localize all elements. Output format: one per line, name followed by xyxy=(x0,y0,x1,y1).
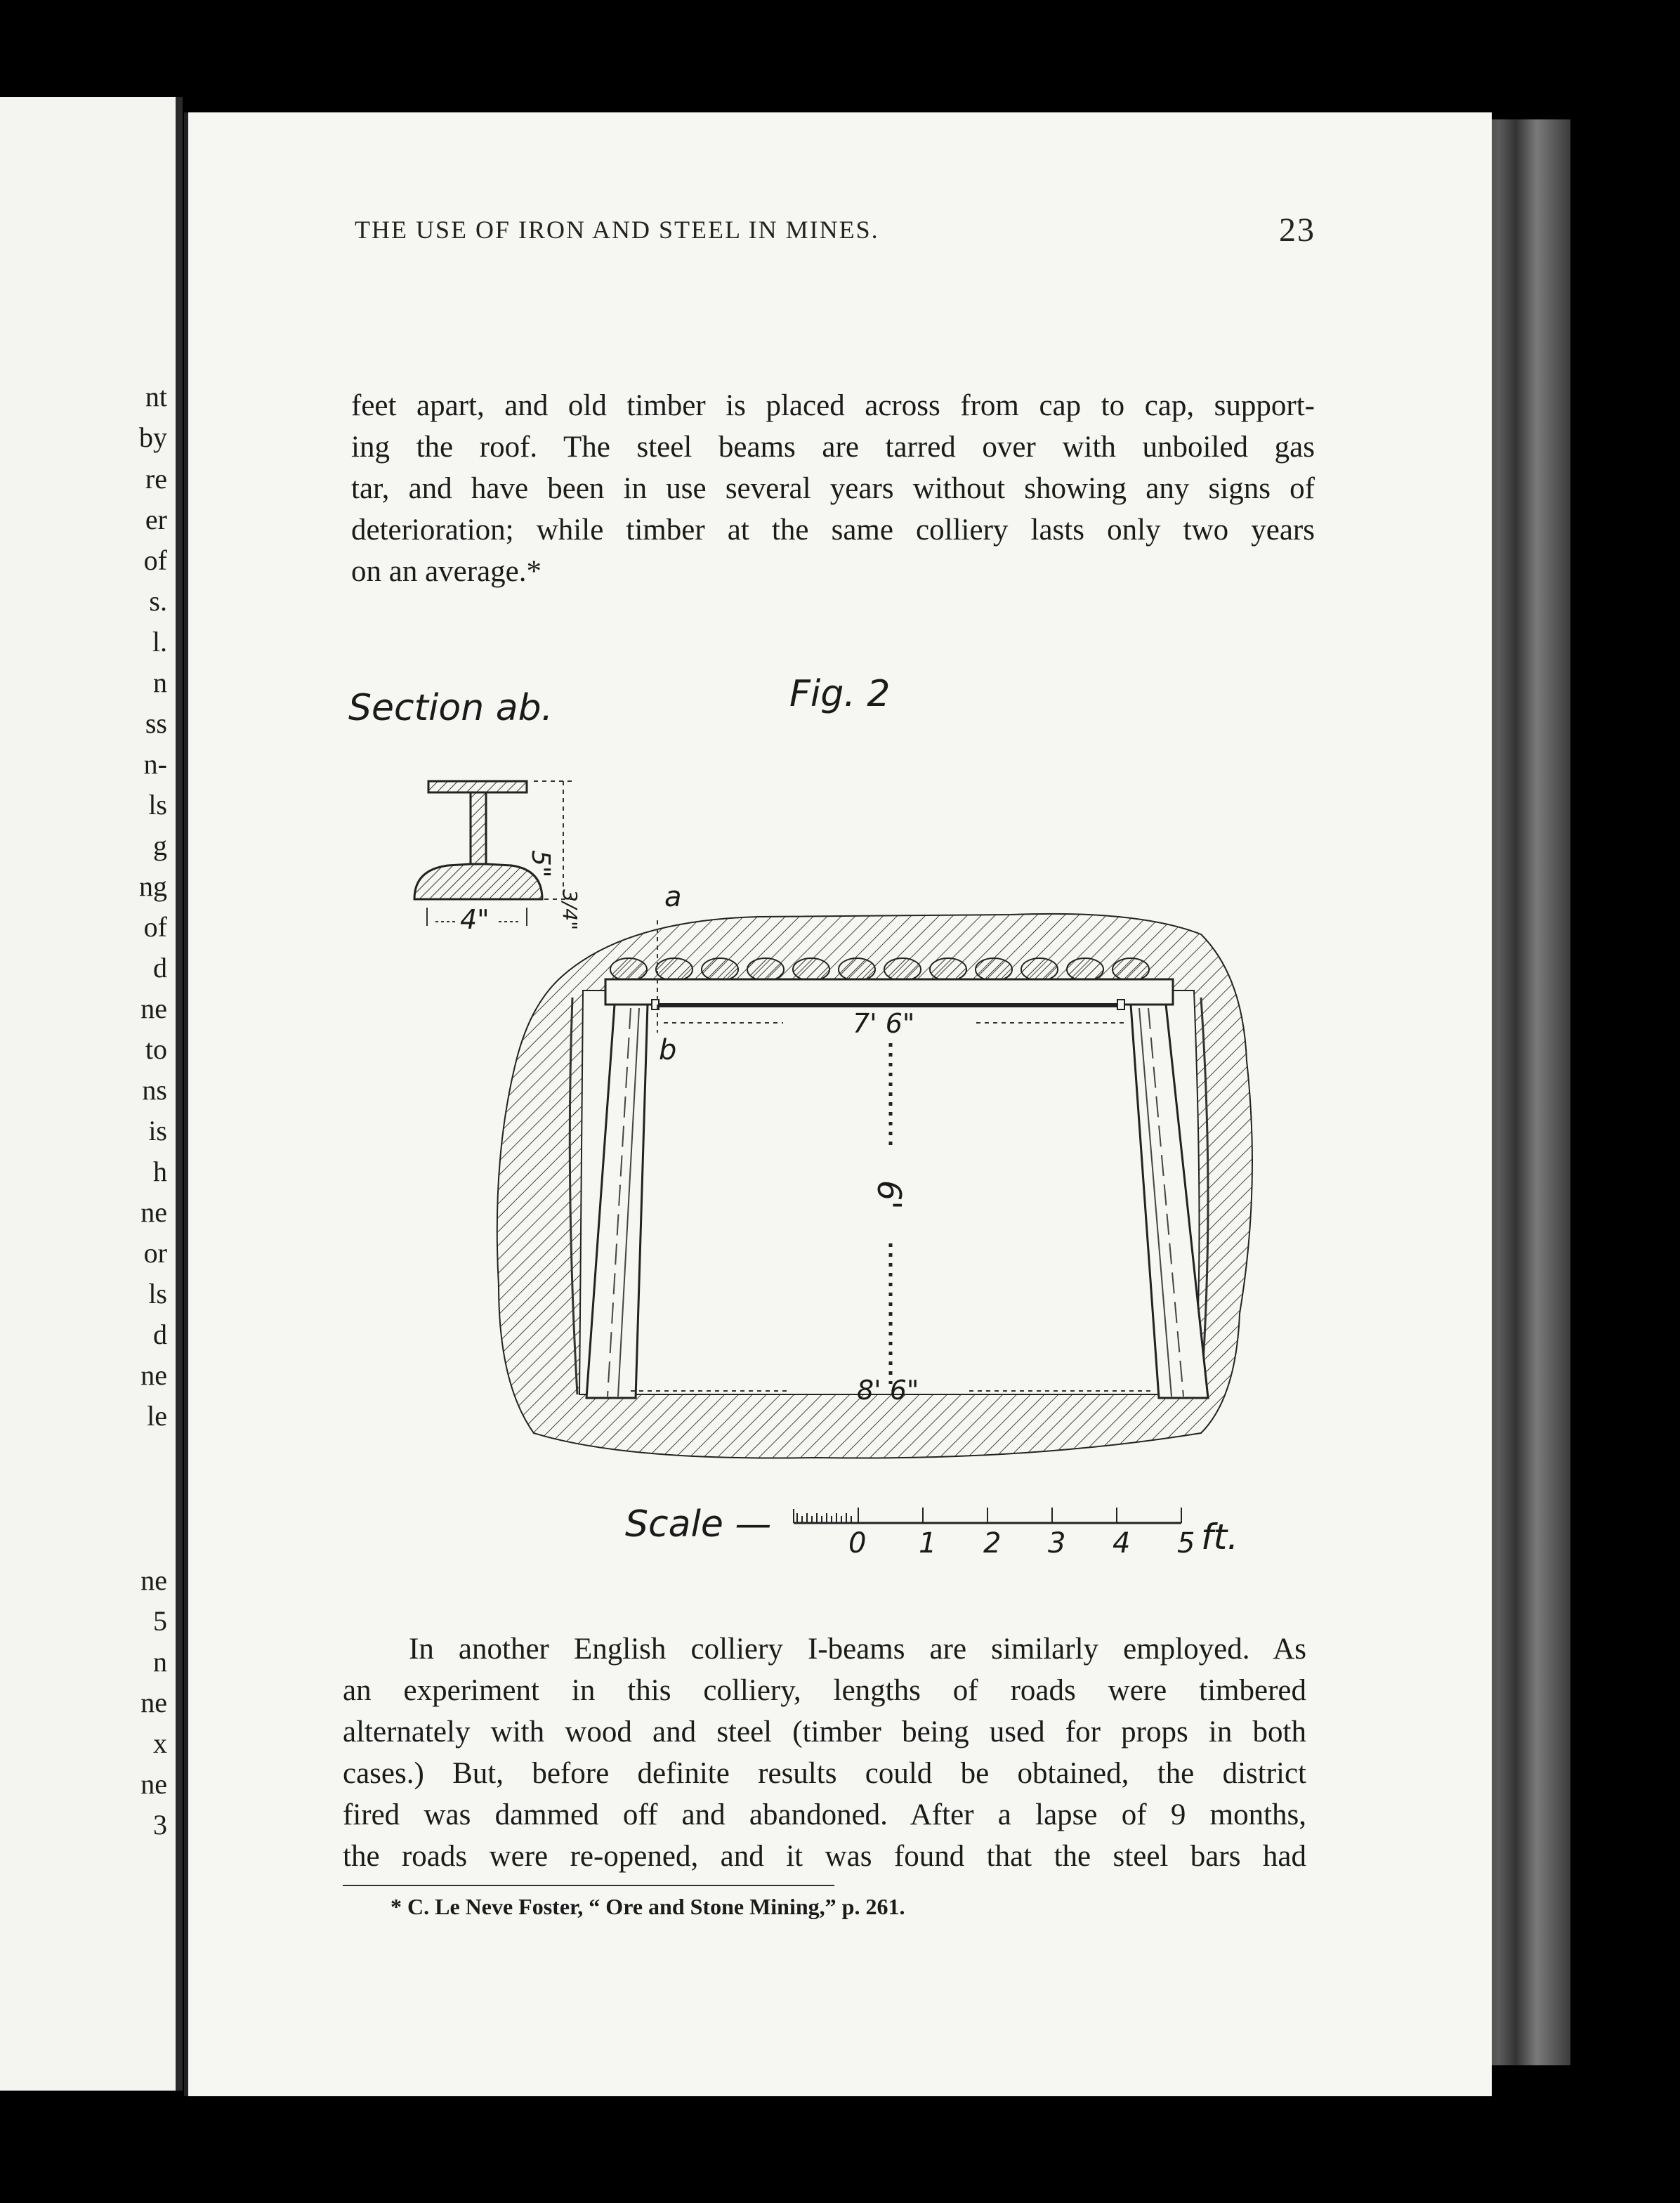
text-line: deterioration; while timber at the same colliery lasts only two years xyxy=(351,514,1315,547)
left-page-fragment: s. xyxy=(149,585,167,617)
left-page-edge xyxy=(0,97,183,2091)
left-page-fragment: n xyxy=(153,1646,167,1678)
left-post xyxy=(586,1005,648,1398)
text-line: In another English colliery I-beams are similarly employed. As xyxy=(409,1633,1306,1666)
left-page-fragment: ne xyxy=(140,1564,167,1596)
book-edge xyxy=(1486,119,1570,2065)
lagging-log xyxy=(884,958,921,981)
left-page-fragment: to xyxy=(145,1033,167,1065)
text-line: fired was dammed off and abandoned. After a lapse of 9 months, xyxy=(343,1798,1306,1831)
label-a: a xyxy=(664,881,682,913)
left-page-fragment: ne xyxy=(140,993,167,1024)
lagging-log xyxy=(1021,958,1058,981)
bottom-width-label: 8' 6" xyxy=(857,1375,919,1406)
lagging-log xyxy=(839,958,875,981)
left-page-fragment: ne xyxy=(140,1768,167,1800)
left-page-fragment: d xyxy=(153,952,167,983)
left-page-fragment: le xyxy=(147,1400,167,1432)
lagging-log xyxy=(656,958,693,981)
left-page-fragment: l. xyxy=(152,626,167,658)
left-page-fragment: ng xyxy=(139,870,167,902)
page-number: 23 xyxy=(1279,211,1315,249)
left-page-fragment: by xyxy=(139,421,167,453)
text-line: tar, and have been in use several years without showing any signs of xyxy=(351,472,1315,505)
left-page-fragment: ls xyxy=(148,789,167,821)
figure-label: Fig. 2 xyxy=(789,673,891,715)
scale-tick-label: 1 xyxy=(919,1527,937,1560)
left-page-fragment: x xyxy=(153,1727,167,1759)
label-b: b xyxy=(659,1034,677,1066)
text-line: on an average.* xyxy=(351,555,542,588)
footnote: * C. Le Neve Foster, “ Ore and Stone Mining,” p. 261. xyxy=(391,1894,905,1919)
scale-bar xyxy=(794,1508,1238,1560)
scale-label: Scale — xyxy=(625,1503,772,1545)
beam-height-label: 5" xyxy=(526,850,555,878)
paragraph-top xyxy=(351,385,1315,592)
scale-tick-label: 0 xyxy=(848,1527,867,1560)
left-page-fragment: d xyxy=(153,1319,167,1350)
scale-tick-label: 4 xyxy=(1113,1527,1131,1560)
text-line: an experiment in this colliery, lengths of roads were timbered xyxy=(343,1674,1306,1707)
text-line: cases.) But, before definite results could be obtained, the district xyxy=(343,1757,1306,1790)
left-page-fragment: n xyxy=(153,667,167,698)
lagging-log xyxy=(930,958,966,981)
left-page-fragment: h xyxy=(153,1156,167,1187)
lagging-log xyxy=(1113,958,1149,981)
scale-tick-label: 5 xyxy=(1177,1527,1195,1560)
left-page-fragment: n- xyxy=(143,748,167,780)
section-label: Section ab. xyxy=(348,687,553,729)
figure-drawing xyxy=(393,766,1306,1574)
text-line: alternately with wood and steel (timber being used for props in both xyxy=(343,1715,1306,1748)
left-page-fragment: nt xyxy=(145,381,167,412)
steel-cap-flange xyxy=(652,1003,1125,1007)
left-page-fragment: ls xyxy=(148,1278,167,1309)
steel-cap-beam xyxy=(605,979,1173,1005)
lagging-log xyxy=(793,958,829,981)
paragraph-bottom xyxy=(343,1628,1306,1877)
scale-tick-label: 2 xyxy=(983,1527,1002,1560)
lagging-log xyxy=(747,958,784,981)
text-line: the roads were re-opened, and it was found that the steel bars had xyxy=(343,1840,1306,1873)
scale-unit: ft. xyxy=(1201,1517,1239,1557)
mine-timbering-figure xyxy=(393,766,1306,1574)
left-page-fragment: ne xyxy=(140,1359,167,1391)
left-page-fragment: of xyxy=(143,544,167,576)
top-width-label: 7' 6" xyxy=(853,1008,915,1039)
left-page-fragment: ne xyxy=(140,1687,167,1718)
lagging-log xyxy=(1067,958,1103,981)
left-page-fragment: is xyxy=(148,1115,167,1146)
left-page-fragment: or xyxy=(143,1237,167,1269)
flange-label: 3/4" xyxy=(558,889,582,930)
left-page-fragment: of xyxy=(143,911,167,943)
beam-width-label: 4" xyxy=(460,904,490,935)
text-line: ing the roof. The steel beams are tarred over with unboiled gas xyxy=(351,431,1315,464)
left-page-fragment: 3 xyxy=(153,1809,167,1841)
height-label: 6' xyxy=(870,1180,908,1210)
left-page-fragment: ns xyxy=(142,1074,167,1106)
lagging-log xyxy=(702,958,738,981)
left-page-fragment: ss xyxy=(145,707,167,739)
lagging-log xyxy=(610,958,647,981)
i-beam-section xyxy=(414,781,582,935)
text-line: feet apart, and old timber is placed across from cap to cap, support- xyxy=(351,389,1315,422)
left-page-fragment: er xyxy=(145,504,167,535)
scale-tick-label: 3 xyxy=(1048,1527,1066,1560)
running-title: THE USE OF IRON AND STEEL IN MINES. xyxy=(355,216,879,244)
lagging-log xyxy=(976,958,1012,981)
left-page-fragment: g xyxy=(153,830,167,861)
left-page-fragment: re xyxy=(145,463,167,495)
left-page-fragment: ne xyxy=(140,1196,167,1228)
footnote-rule xyxy=(343,1885,834,1886)
left-page-fragment: 5 xyxy=(153,1605,167,1637)
